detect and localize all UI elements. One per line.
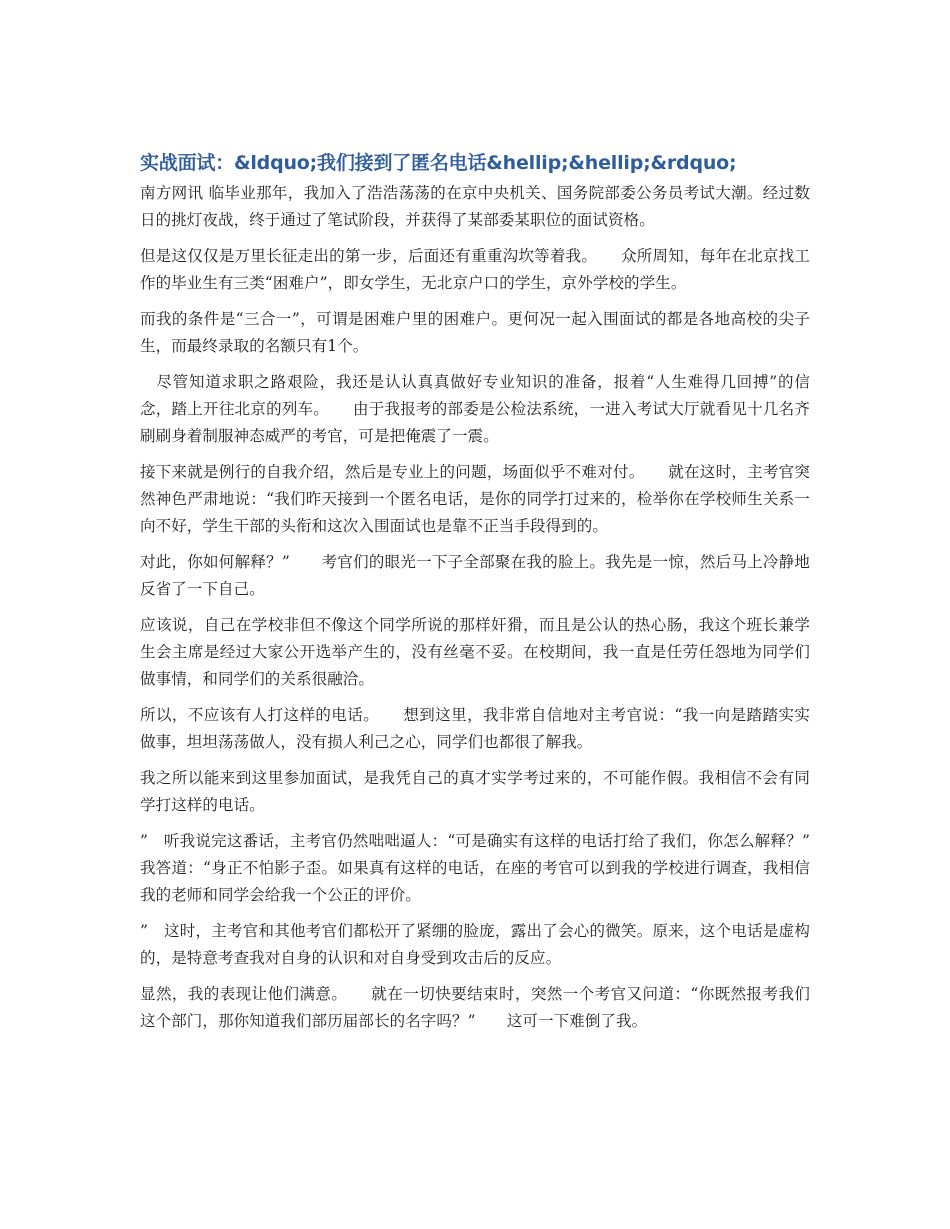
document-title: 实战面试：&ldquo;我们接到了匿名电话&hellip;&hellip;&rdquo; — [140, 152, 737, 174]
paragraph: 尽管知道求职之路艰险，我还是认认真真做好专业知识的准备，报着“人生难得几回搏”的信念，踏上开往北京的列车。 由于我报考的部委是公检法系统，一进入考试大厅就看见十几名齐刷刷身着制服神态威严的考官，可是把俺震了一震。 — [140, 373, 810, 445]
paragraph: 接下来就是例行的自我介绍，然后是专业上的问题，场面似乎不难对付。 就在这时，主考官突然神色严肃地说：“我们昨天接到一个匿名电话，是你的同学打过来的，检举你在学校师生关系一向不好，学生干部的头衔和这次入围面试也是靠不正当手段得到的。 — [140, 463, 810, 535]
paragraph: 而我的条件是“三合一”，可谓是困难户里的困难户。更何况一起入围面试的都是各地高校的尖子生，而最终录取的名额只有1个。 — [140, 310, 810, 355]
paragraph: 所以，不应该有人打这样的电话。 想到这里，我非常自信地对主考官说：“我一向是踏踏实实做事，坦坦荡荡做人，没有损人利己之心，同学们也都很了解我。 — [140, 706, 810, 751]
paragraph: 南方网讯 临毕业那年，我加入了浩浩荡荡的在京中央机关、国务院部委公务员考试大潮。经过数日的挑灯夜战，终于通过了笔试阶段，并获得了某部委某职位的面试资格。 — [140, 184, 810, 229]
paragraph: ” 听我说完这番话，主考官仍然咄咄逼人：“可是确实有这样的电话打给了我们，你怎么解释？” 我答道：“身正不怕影子歪。如果真有这样的电话，在座的考官可以到我的学校进行调查，我相信我的老师和同学会给我一个公正的评价。 — [140, 832, 842, 904]
paragraph: ” 这时，主考官和其他考官们都松开了紧绷的脸庞，露出了会心的微笑。原来，这个电话是虚构的，是特意考查我对自身的认识和对自身受到攻击后的反应。 — [140, 922, 810, 967]
paragraph: 应该说，自己在学校非但不像这个同学所说的那样奸猾，而且是公认的热心肠，我这个班长兼学生会主席是经过大家公开选举产生的，没有丝毫不妥。在校期间，我一直是任劳任怨地为同学们做事情，和同学们的关系很融洽。 — [140, 616, 810, 688]
paragraph: 对此，你如何解释？” 考官们的眼光一下子全部聚在我的脸上。我先是一惊，然后马上冷静地反省了一下自己。 — [140, 553, 810, 598]
document-page — [140, 148, 842, 1044]
paragraph: 但是这仅仅是万里长征走出的第一步，后面还有重重沟坎等着我。 众所周知，每年在北京找工作的毕业生有三类“困难户”，即女学生，无北京户口的学生，京外学校的学生。 — [140, 247, 810, 292]
paragraph: 我之所以能来到这里参加面试，是我凭自己的真才实学考过来的，不可能作假。我相信不会有同学打这样的电话。 — [140, 769, 810, 814]
paragraph: 显然，我的表现让他们满意。 就在一切快要结束时，突然一个考官又问道：“你既然报考我们这个部门，那你知道我们部历届部长的名字吗？” 这可一下难倒了我。 — [140, 985, 810, 1030]
